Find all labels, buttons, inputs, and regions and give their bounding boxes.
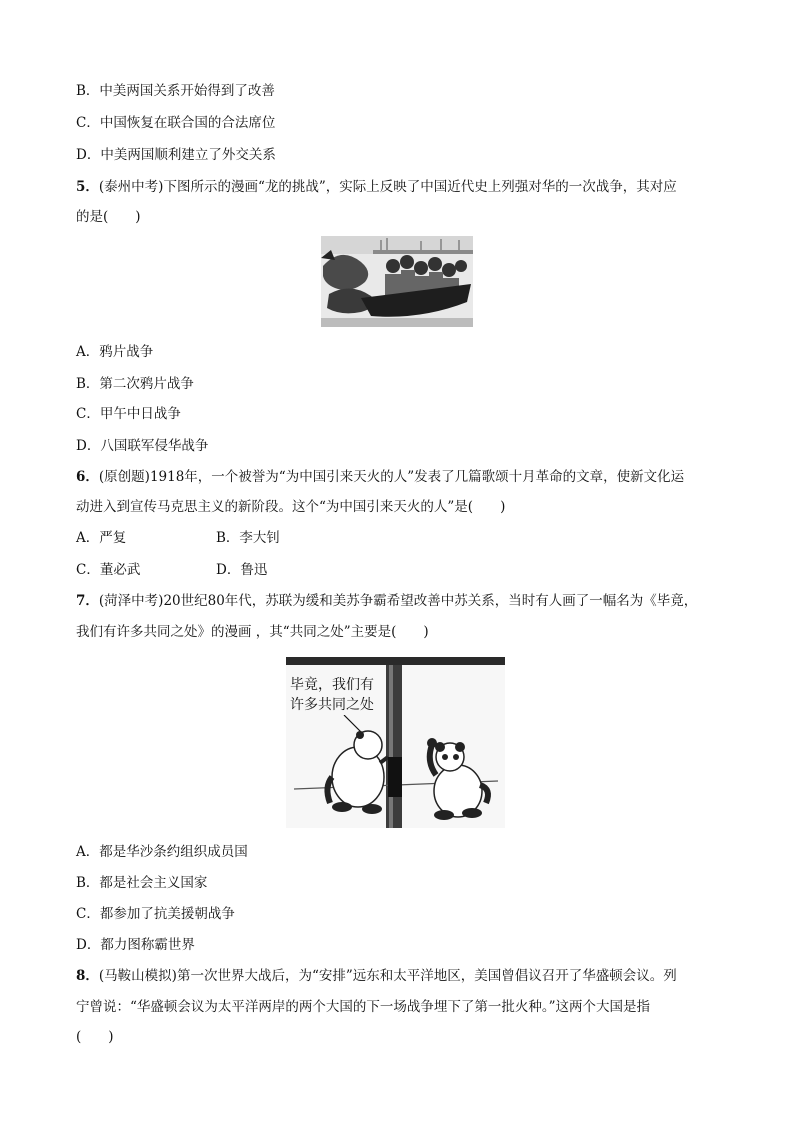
q5-number: 5． — [76, 179, 99, 195]
q5-option-a: A．鸦片战争 — [76, 344, 154, 360]
q4-option-c: C．中国恢复在联合国的合法席位 — [76, 115, 276, 131]
dragon-challenge-cartoon — [321, 236, 473, 327]
q7-option-c: C．都参加了抗美援朝战争 — [76, 906, 235, 922]
q4-option-b: B．中美两国关系开始得到了改善 — [76, 83, 275, 99]
q6-stem-text: (原创题)1918年，一个被誉为“为中国引来天火的人”发表了几篇歌颂十月革命的文章，使新文化运 — [98, 469, 685, 485]
q7-stem-line1 — [76, 591, 697, 611]
q5-option-d: D．八国联军侵华战争 — [76, 438, 209, 454]
q6-stem-line1 — [76, 467, 684, 487]
q8-stem-line2: 宁曾说：“华盛顿会议为太平洋两岸的两个大国的下一场战争埋下了第一批火种。”这两个大国是指 — [76, 999, 651, 1015]
q7-stem-text: (菏泽中考)20世纪80年代，苏联为缓和美苏争霸希望改善中苏关系，当时有人画了一幅名为《毕竟， — [98, 593, 698, 609]
q6-option-d: D．鲁迅 — [216, 562, 268, 578]
q7-option-b: B．都是社会主义国家 — [76, 875, 208, 891]
q5-stem-text: (泰州中考)下图所示的漫画“龙的挑战”，实际上反映了中国近代史上列强对华的一次战争，其对应 — [98, 179, 677, 195]
q8-stem-line3: ( ) — [76, 1029, 114, 1045]
q8-stem-line1 — [76, 966, 677, 986]
q6-option-c: C．董必武 — [76, 562, 141, 578]
q6-option-a: A．严复 — [76, 530, 127, 546]
q7-option-a: A．都是华沙条约组织成员国 — [76, 844, 248, 860]
q7-option-d: D．都力图称霸世界 — [76, 937, 195, 953]
q5-stem-line2: 的是( ) — [76, 209, 141, 225]
q7-stem-line2: 我们有许多共同之处》的漫画 ，其“共同之处”主要是( ) — [76, 624, 429, 640]
q5-option-b: B．第二次鸦片战争 — [76, 376, 194, 392]
cartoon-speech-line2: 许多共同之处 — [290, 697, 374, 713]
q4-option-d: D．中美两国顺利建立了外交关系 — [76, 147, 276, 163]
q5-stem-line1 — [76, 177, 677, 197]
q7-number: 7． — [76, 593, 99, 609]
q6-option-b: B．李大钊 — [216, 530, 280, 546]
q8-number: 8． — [76, 968, 99, 984]
cartoon-speech-line1: 毕竟，我们有 — [290, 677, 374, 693]
q6-stem-line2: 动进入到宣传马克思主义的新阶段。这个“为中国引来天火的人”是( ) — [76, 499, 506, 515]
q8-stem-text: (马鞍山模拟)第一次世界大战后，为“安排”远东和太平洋地区，美国曾倡议召开了华盛顿会议。列 — [98, 968, 677, 984]
q5-option-c: C．甲午中日战争 — [76, 406, 181, 422]
q6-number: 6． — [76, 469, 99, 485]
common-ground-cartoon — [286, 657, 505, 828]
cartoon-speech-text — [290, 675, 374, 715]
